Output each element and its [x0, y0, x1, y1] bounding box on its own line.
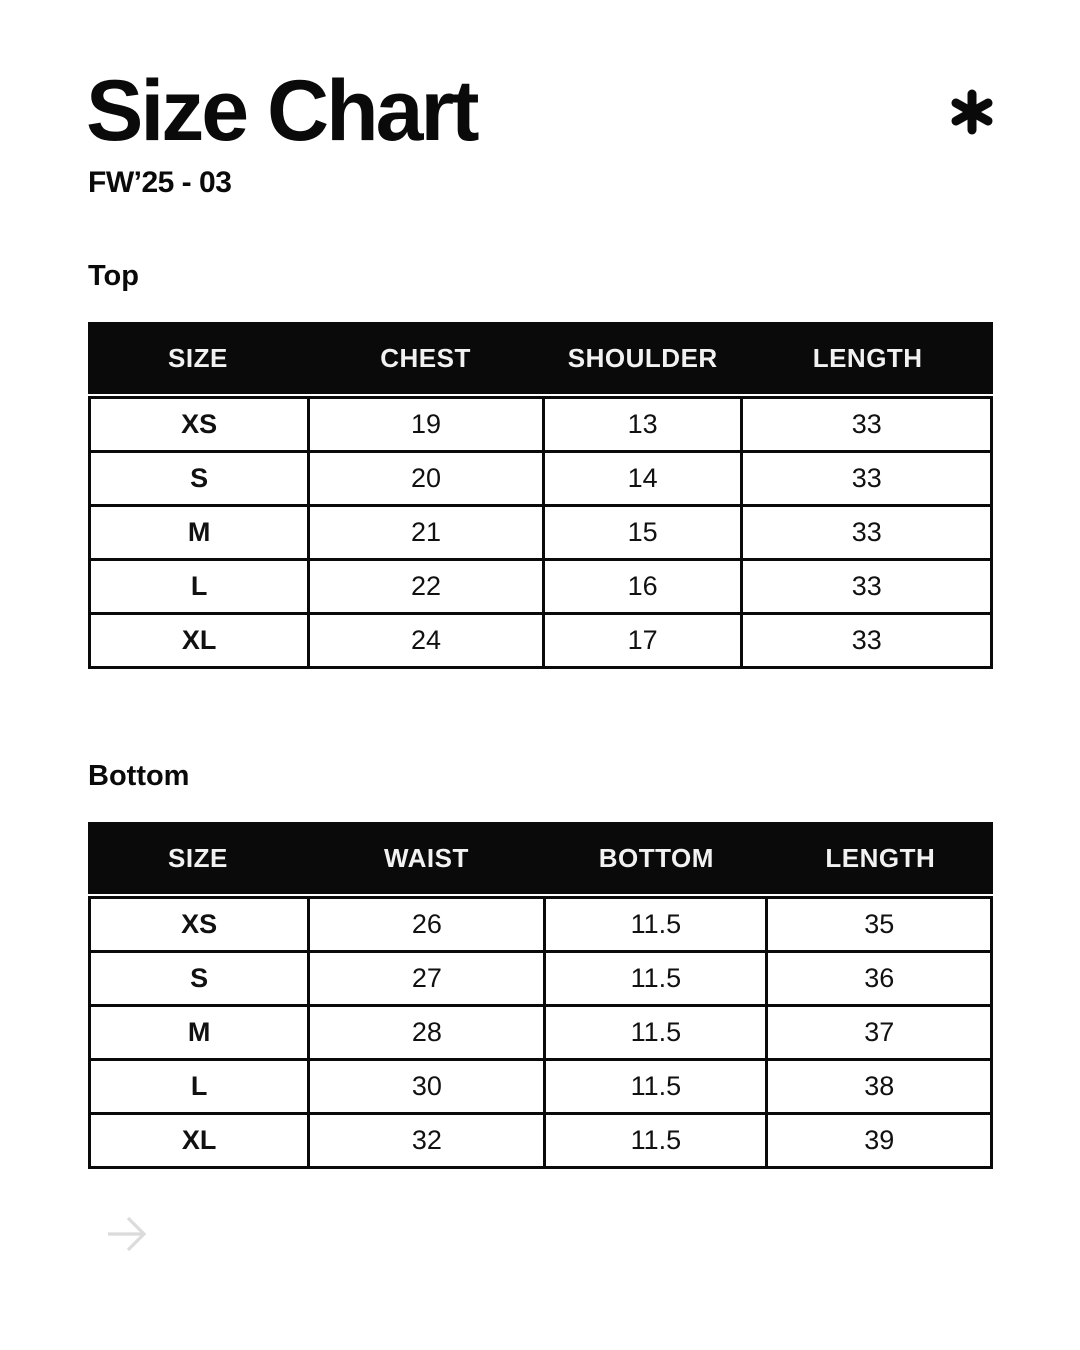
table-row [91, 615, 990, 666]
value-cell: 20 [310, 453, 544, 504]
value-cell: 27 [310, 953, 546, 1004]
table-header-row [88, 822, 993, 894]
section-label-top: Top [88, 260, 139, 292]
size-cell: XL [91, 1115, 310, 1166]
column-header: LENGTH [825, 842, 936, 873]
value-cell: 16 [545, 561, 744, 612]
value-cell: 11.5 [546, 1007, 768, 1058]
column-header: SHOULDER [567, 342, 718, 373]
value-cell: 33 [851, 463, 882, 493]
table-body [88, 396, 993, 669]
value-cell: 30 [310, 1061, 546, 1112]
table-row [91, 399, 990, 453]
collection-subtitle: FW’25 - 03 [88, 166, 232, 199]
value-cell: 38 [864, 1071, 895, 1101]
table-body [88, 896, 993, 1169]
column-header: SIZE [168, 342, 228, 373]
size-cell: L [91, 561, 310, 612]
value-cell: 24 [310, 615, 544, 666]
value-cell: 15 [545, 507, 744, 558]
table-row [91, 953, 990, 1007]
size-cell: M [91, 1007, 310, 1058]
value-cell: 33 [851, 625, 882, 655]
value-cell: 35 [864, 909, 895, 939]
value-cell: 33 [851, 571, 882, 601]
table-row [91, 899, 990, 953]
size-cell: S [91, 953, 310, 1004]
value-cell: 33 [851, 517, 882, 547]
table-row [91, 507, 990, 561]
page-title: Size Chart [86, 63, 477, 159]
size-cell: M [91, 507, 310, 558]
table-header-row [88, 322, 993, 394]
size-cell: L [91, 1061, 310, 1112]
column-header: LENGTH [812, 342, 923, 373]
value-cell: 39 [864, 1125, 895, 1155]
column-header: CHEST [380, 342, 471, 373]
column-header: SIZE [168, 842, 228, 873]
arrow-right-icon[interactable] [103, 1210, 151, 1263]
value-cell: 36 [864, 963, 895, 993]
value-cell: 11.5 [546, 899, 768, 950]
value-cell: 17 [545, 615, 744, 666]
top-size-table [88, 322, 993, 669]
column-header: WAIST [384, 842, 469, 873]
value-cell: 11.5 [546, 953, 768, 1004]
size-cell: XL [91, 615, 310, 666]
bottom-size-table [88, 822, 993, 1169]
size-cell: XS [91, 399, 310, 450]
value-cell: 13 [545, 399, 744, 450]
value-cell: 14 [545, 453, 744, 504]
value-cell: 19 [310, 399, 544, 450]
table-row [91, 1061, 990, 1115]
value-cell: 26 [310, 899, 546, 950]
value-cell: 21 [310, 507, 544, 558]
value-cell: 11.5 [546, 1061, 768, 1112]
column-header: BOTTOM [598, 842, 714, 873]
value-cell: 22 [310, 561, 544, 612]
table-row [91, 1115, 990, 1166]
size-cell: S [91, 453, 310, 504]
value-cell: 28 [310, 1007, 546, 1058]
asterisk-icon [949, 86, 995, 143]
value-cell: 11.5 [546, 1115, 768, 1166]
value-cell: 32 [310, 1115, 546, 1166]
value-cell: 37 [864, 1017, 895, 1047]
table-row [91, 453, 990, 507]
table-row [91, 1007, 990, 1061]
value-cell: 33 [851, 409, 882, 439]
table-row [91, 561, 990, 615]
size-cell: XS [91, 899, 310, 950]
section-label-bottom: Bottom [88, 760, 190, 792]
